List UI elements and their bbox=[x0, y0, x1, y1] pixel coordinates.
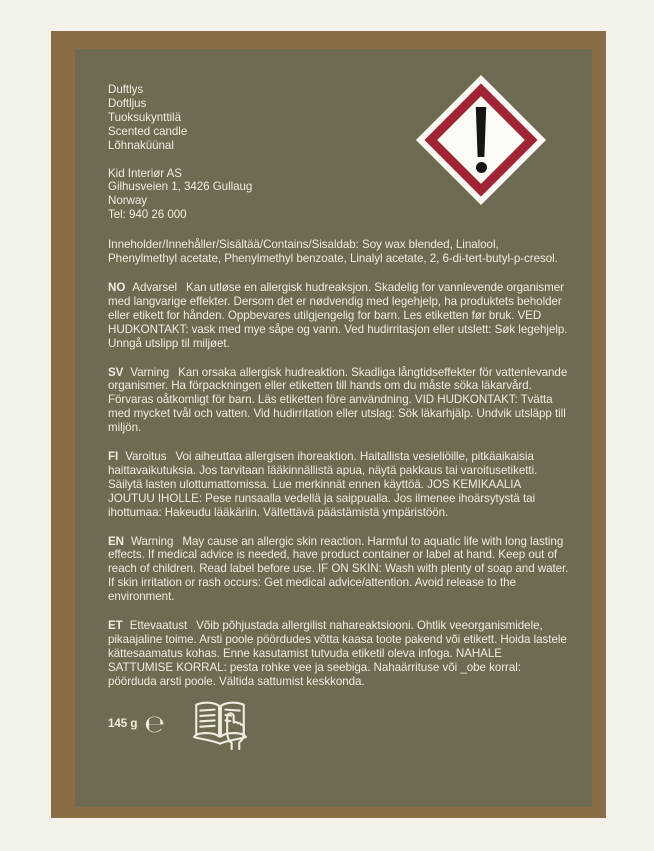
warning-paragraph-et bbox=[108, 619, 570, 689]
bottom-row bbox=[108, 698, 570, 750]
lang-code-en: EN bbox=[108, 534, 125, 548]
warning-paragraph-fi bbox=[108, 450, 570, 520]
product-name-sv: Doftljus bbox=[108, 96, 147, 110]
signal-word-sv: Varning bbox=[130, 365, 170, 379]
lang-code-fi: FI bbox=[108, 450, 119, 464]
company-address: Gilhusveien 1, 3426 Gullaug bbox=[108, 180, 253, 194]
warning-paragraph-en bbox=[108, 535, 570, 605]
product-name-en: Scented candle bbox=[108, 124, 188, 138]
signal-word-en: Warning bbox=[131, 534, 174, 548]
lang-code-sv: SV bbox=[108, 365, 124, 379]
estimated-sign: ℮ bbox=[144, 709, 165, 738]
signal-word-fi: Varoitus bbox=[125, 450, 167, 464]
signal-word-no: Advarsel bbox=[132, 280, 178, 294]
warning-text-sv: Kan orsaka allergisk hudreaktion. Skadliga långtidseffekter för vattenlevande organismer. Ha förpackningen eller etiketten till hands om du måste söka läkarvård. Förvaras oåtkomligt för barn. Läs etiketten före användning. VID HUDKONTAKT: Tvätta med mycket tvål och vatten. Vid hudirritation eller utslag: Sök läkarhjälp. Undvik utsläpp till miljön. bbox=[108, 365, 568, 435]
label-card bbox=[51, 31, 606, 818]
lang-code-no: NO bbox=[108, 280, 126, 294]
warning-text-en: May cause an allergic skin reaction. Harmful to aquatic life with long lasting effects. If medical advice is needed, have product container or label at hand. Keep out of reach of children. Read label before use. IF ON SKIN: Wash with plenty of soap and water. If skin irritation or rash occurs: Get medical advice/attention. Avoid release to the environment. bbox=[108, 534, 569, 604]
ingredients-paragraph: Inneholder/Innehåller/Sisältää/Contains/Sisaldab: Soy wax blended, Linalool, Phenylmethyl acetate, Phenylmethyl benzoate, Linalyl acetate, 2, 6-di-tert-butyl-p-cresol. bbox=[108, 238, 558, 266]
warning-text-fi: Voi aiheuttaa allergisen ihoreaktion. Haitallista vesieliöille, pitkäaikaisia haittavaikutuksia. Jos tarvitaan lääkinnällistä apua, näytä pakkaus tai varoitusetiketti. Säilytä lasten ulottumattomissa. Lue merkinnät ennen käyttöä. JOS KEMIKAALIA JOUTUU IHOLLE: Pese runsaalla vedellä ja saippualla. Jos ilmenee ihoärsytystä tai ihottumaa: Hakeudu lääkäriin. Vältettävä päästämistä ympäristöön. bbox=[108, 450, 538, 519]
label-inner bbox=[75, 49, 592, 807]
exclamation-dot bbox=[476, 162, 487, 173]
signal-word-et: Ettevaatust bbox=[129, 619, 188, 633]
lang-code-et: ET bbox=[108, 619, 123, 633]
company-name: Kid Interiør AS bbox=[108, 166, 182, 180]
company-phone: Tel: 940 26 000 bbox=[108, 208, 187, 222]
product-name-fi: Tuoksukynttilä bbox=[108, 110, 181, 124]
net-weight: 145 g bbox=[108, 716, 138, 730]
exclamation-mark bbox=[435, 94, 527, 186]
company-country: Norway bbox=[108, 194, 147, 208]
warning-text-no: Kan utløse en allergisk hudreaksjon. Skadelig for vannlevende organismer med langvarige effekter. Dersom det er nødvendig med legehjelp, ha produktets beholder eller etikett for hånden. Oppbevares utilgjengelig for barn. Les etiketten før bruk. VED HUDKONTAKT: vask med mye såpe og vann. Ved hudirritasjon eller utslett: Søk legehjelp. Unngå utslipp til miljøet. bbox=[108, 280, 568, 350]
product-name-et: Lõhnaküünal bbox=[108, 138, 174, 152]
warning-paragraph-sv bbox=[108, 366, 570, 436]
ghs07-exclamation-icon bbox=[416, 75, 546, 205]
read-label-book-icon bbox=[192, 698, 248, 750]
warning-paragraph-no bbox=[108, 281, 570, 351]
warning-text-et: Võib põhjustada allergilist nahareaktsiooni. Ohtlik veeorganismidele, pikaajaline toime. Arsti poole pöördudes võtta kaasa toote pakend või etikett. Hoida lastele kättesaamatus kohas. Enne kasutamist tutvuda etiketil oleva infoga. NAHALE SATTUMISE KORRAL: pesta rohke vee ja seebiga. Nahaärrituse või _obe korral: pöörduda arsti poole. Vältida sattumist keskkonda. bbox=[108, 619, 567, 688]
product-name-no: Duftlys bbox=[108, 83, 144, 96]
exclamation-bar bbox=[475, 107, 488, 157]
